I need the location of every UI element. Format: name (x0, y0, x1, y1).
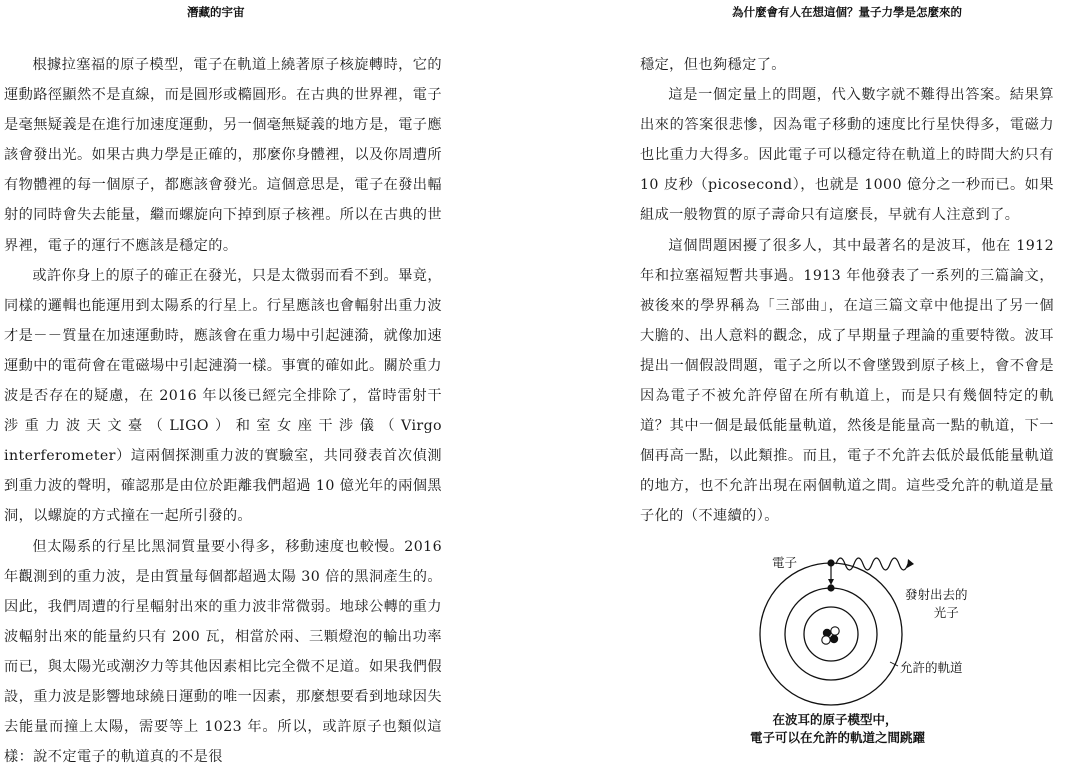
photon-wave-icon (836, 558, 908, 570)
paragraph: 這個問題困擾了很多人，其中最著名的是波耳，他在 1912 年和拉塞福短暫共事過。1913 年他發表了一系列的三篇論文，被後來的學界稱為「三部曲」，在這三篇文章中他提出了另一個大膽的、出人意料的觀念，成了早期量子理論的重要特徵。波耳提出一個假設問題，電子之所以不會墜毀到原子核上，會不會是因為電子不被允許停留在所有軌道上，而是只有幾個特定的軌道？其中一個是最低能量軌道，然後是能量高一點的軌道，下一個再高一點，以此類推。而且，電子不允許去低於最低能量軌道的地方，也不允許出現在兩個軌道之間。這些受允許的軌道是量子化的（不連續的）。 (640, 231, 1054, 532)
paragraph: 穩定，但也夠穩定了。 (640, 50, 1054, 80)
electron-outer (827, 559, 834, 566)
nucleus (822, 627, 839, 644)
paragraph: 這是一個定量上的問題，代入數字就不難得出答案。結果算出來的答案很悲慘，因為電子移動的速度比行星快得多，電磁力也比重力大得多。因此電子可以穩定待在軌道上的時間大約只有 10 皮秒（picosecond），也就是 1000 億分之一秒而已。如果組成一般物質的原子壽命只有這麼長，早就有人注意到了。 (640, 80, 1054, 230)
electron-label: 電子 (772, 553, 797, 571)
left-running-header: 潛藏的宇宙 (187, 4, 245, 20)
orbit-label: 允許的軌道 (900, 658, 963, 676)
photon-label-line2: 光子 (905, 603, 968, 621)
caption-line1: 在波耳的原子模型中， (750, 710, 920, 728)
paragraph: 或許你身上的原子的確正在發光，只是太微弱而看不到。畢竟，同樣的邏輯也能運用到太陽系的行星上。行星應該也會輻射出重力波才是－－質量在加速運動時，應該會在重力場中引起漣漪，就像加速運動中的電荷會在電磁場中引起漣漪一樣。事實的確如此。關於重力波是否存在的疑慮，在 2016 年以後已經完全排除了，當時雷射干涉重力波天文臺（LIGO）和室女座干涉儀（Virgo interferometer）這兩個探測重力波的實驗室，共同發表首次偵測到重力波的聲明，確認那是由位於距離我們超過 10 億光年的兩個黑洞，以螺旋的方式撞在一起所引發的。 (4, 261, 442, 532)
right-page-text (640, 50, 1054, 532)
photon-label (905, 585, 968, 621)
left-page-text (4, 50, 442, 772)
caption-line2: 電子可以在允許的軌道之間跳躍 (750, 728, 920, 746)
paragraph: 但太陽系的行星比黑洞質量要小得多，移動速度也較慢。2016 年觀測到的重力波，是由質量每個都超過太陽 30 倍的黑洞產生的。因此，我們周遭的行星輻射出來的重力波非常微弱。地球公轉的重力波輻射出來的能量約只有 200 瓦，相當於兩、三顆燈泡的輸出功率而已，與太陽光或潮汐力等其他因素相比完全微不足道。如果我們假設，重力波是影響地球繞日運動的唯一因素，那麼想要看到地球因失去能量而撞上太陽，需要等上 1023 年。所以，或許原子也類似這樣：說不定電子的軌道真的不是很 (4, 532, 442, 772)
paragraph: 根據拉塞福的原子模型，電子在軌道上繞著原子核旋轉時，它的運動路徑顯然不是直線，而是圓形或橢圓形。在古典的世界裡，電子是毫無疑義是在進行加速度運動，另一個毫無疑義的地方是，電子應該會發出光。如果古典力學是正確的，那麼你身體裡，以及你周遭所有物體裡的每一個原子，都應該會發光。這個意思是，電子在發出輻射的同時會失去能量，繼而螺旋向下掉到原子核裡。所以在古典的世界裡，電子的運行不應該是穩定的。 (4, 50, 442, 261)
figure-caption (750, 710, 920, 746)
right-running-header: 為什麼會有人在想這個？量子力學是怎麼來的 (732, 4, 962, 20)
bohr-atom-figure (740, 552, 1000, 752)
electron-middle (827, 584, 834, 591)
photon-label-line1: 發射出去的 (905, 585, 968, 603)
